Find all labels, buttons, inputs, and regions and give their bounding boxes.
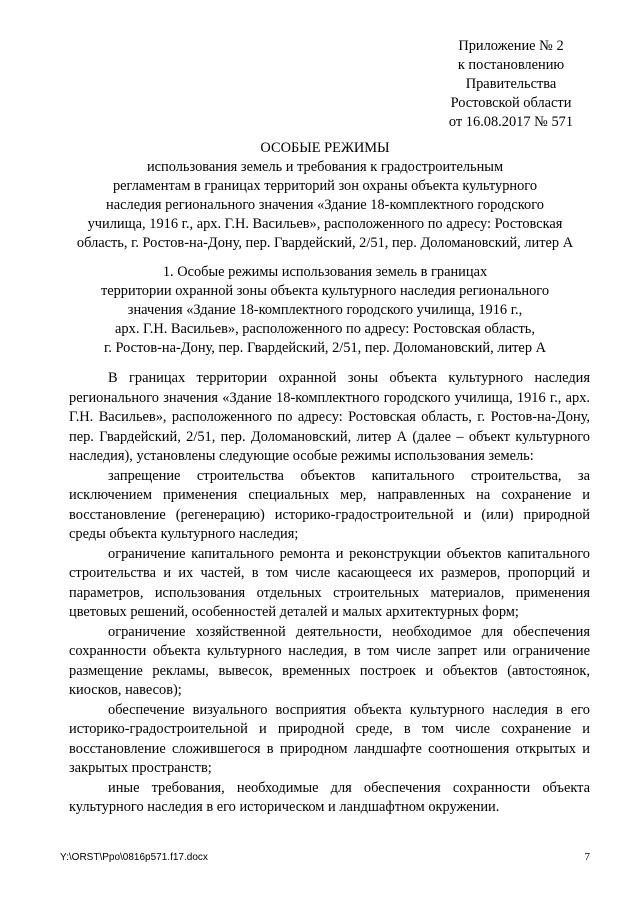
section-line: арх. Г.Н. Васильев», расположенного по адресу: Ростовская область, xyxy=(115,321,535,337)
appendix-line: Правительства xyxy=(465,76,557,92)
title-line: училища, 1916 г., арх. Г.Н. Васильев», расположенного по адресу: Ростовская xyxy=(87,216,563,232)
regime-item: иные требования, необходимые для обеспечения сохранности объекта культурного наследия в его историческом и ландшафтном окружении. xyxy=(69,779,590,815)
body-text xyxy=(69,369,590,818)
title-heading: ОСОБЫЕ РЕЖИМЫ xyxy=(260,140,390,156)
page-number: 7 xyxy=(584,851,590,863)
title-line: использования земель и требования к градостроительным xyxy=(146,159,504,175)
footer-file-path: Y:\ORST\Ppo\0816p571.f17.docx xyxy=(60,852,208,863)
regime-item: обеспечение визуального восприятия объекта культурного наследия в его историко-градостроительной и природной среде, в том числе сохранение и восстановление сложившегося в природном ландшафте соотношения открытых и закрытых пространств; xyxy=(69,701,590,776)
appendix-reference xyxy=(441,37,581,132)
section-heading xyxy=(60,263,590,358)
regime-item: ограничение капитального ремонта и реконструкции объектов капитального строительства и их частей, в том числе касающееся их размеров, пропорций и параметров, использования отдельных строительных материалов, применения цветовых решений, особенностей деталей и малых архитектурных форм; xyxy=(69,545,590,620)
regime-item: ограничение хозяйственной деятельности, необходимое для обеспечения сохранности объекта культурного наследия, в том числе запрет или ограничение размещение рекламы, вывесок, временных построек и объектов (автостоянок, киосков, навесов); xyxy=(69,623,590,698)
title-line: регламентам в границах территорий зон охраны объекта культурного xyxy=(112,178,538,194)
appendix-line: к постановлению xyxy=(457,57,565,73)
regime-item: запрещение строительства объектов капитального строительства, за исключением применения специальных мер, направленных на сохранение и восстановление (регенерацию) историко-градостроительной и (или) природной среды объекта культурного наследия; xyxy=(69,467,590,542)
section-line: территории охранной зоны объекта культурного наследия регионального xyxy=(100,283,550,299)
title-line: наследия регионального значения «Здание 18-комплектного городского xyxy=(106,197,544,213)
appendix-line: от 16.08.2017 № 571 xyxy=(448,114,574,130)
document-title xyxy=(60,139,590,253)
section-line: 1. Особые режимы использования земель в границах xyxy=(162,264,488,280)
section-line: г. Ростов-на-Дону, пер. Гвардейский, 2/51, пер. Доломановский, литер А xyxy=(103,340,547,356)
intro-paragraph: В границах территории охранной зоны объекта культурного наследия регионального значения «Здание 18-комплектного городского училища, 1916 г., арх. Г.Н. Васильев», расположенного по адресу: Ростовская область, г. Ростов-на-Дону, пер. Гвардейский, 2/51, пер. Доломановский, литер А (далее – объект культурного наследия), установлены следующие особые режимы использования земель: xyxy=(69,370,590,464)
appendix-line: Ростовской области xyxy=(450,95,572,111)
section-line: значения «Здание 18-комплектного городского училища, 1916 г., xyxy=(127,302,523,318)
title-line: область, г. Ростов-на-Дону, пер. Гвардейский, 2/51, пер. Доломановский, литер А xyxy=(76,235,574,251)
appendix-line: Приложение № 2 xyxy=(458,38,564,54)
